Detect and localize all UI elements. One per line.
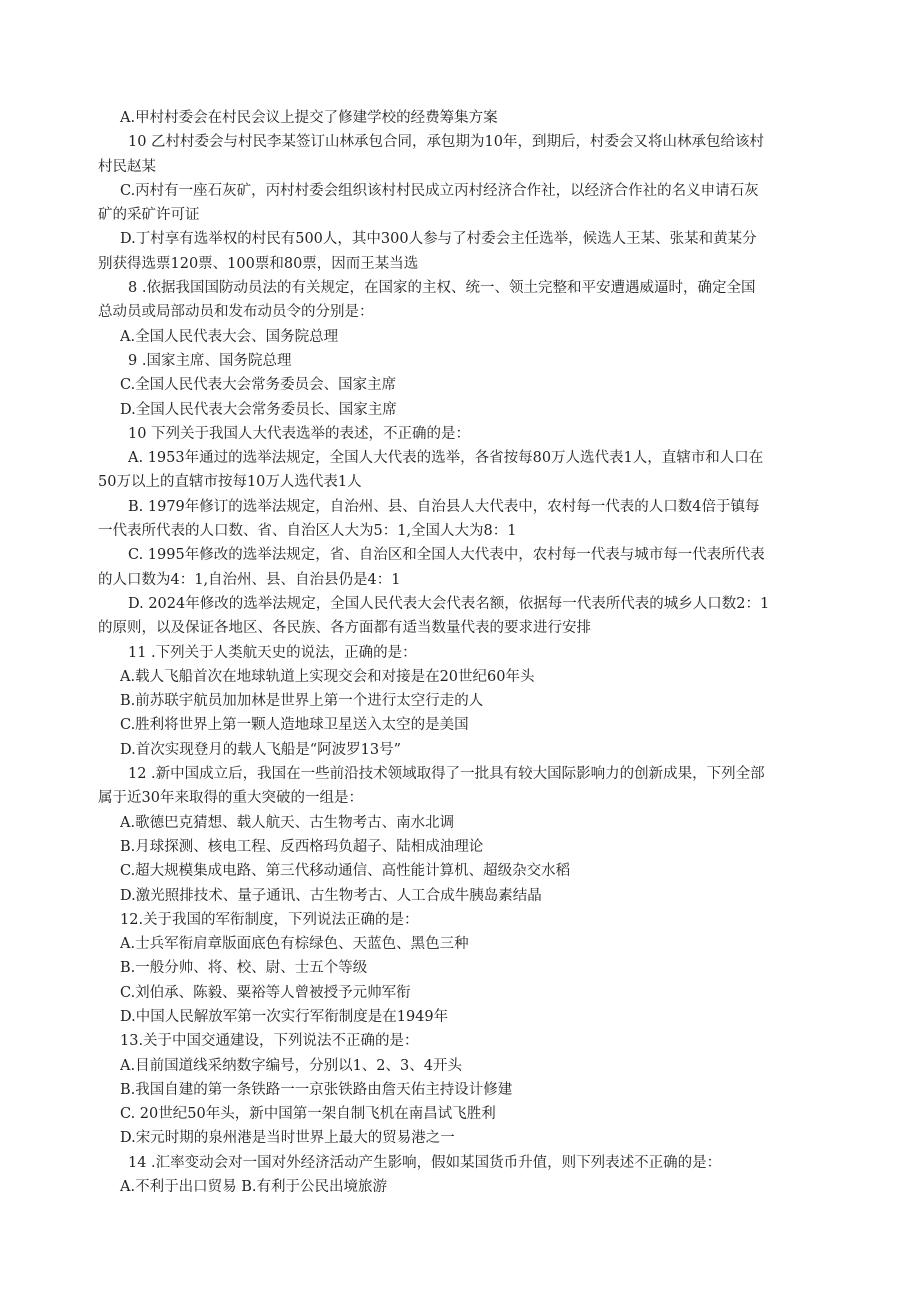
text-line: B.我国自建的第一条铁路一一京张铁路由詹天佑主持设计修建 <box>120 1081 513 1098</box>
text-line: 9 .国家主席、国务院总理 <box>128 352 292 369</box>
text-line: B.前苏联宇航员加加林是世界上第一个进行太空行走的人 <box>120 693 484 710</box>
text-line: A.歌德巴克猜想、载人航天、古生物考古、南水北调 <box>120 814 455 831</box>
text-line: D.丁村享有选举权的村民有500人，其中300人参与了村委会主任选举，候选人王某、张某和黄某分 <box>120 231 757 248</box>
text-line: D.全国人民代表大会常务委员长、国家主席 <box>120 401 397 418</box>
text-line: C.刘伯承、陈毅、粟裕等人曾被授予元帅军衔 <box>120 984 411 1001</box>
text-line: A.目前国道线采纳数字编号，分别以1、2、3、4开头 <box>120 1057 462 1074</box>
text-line: 13.关于中国交通建设，下列说法不正确的是： <box>120 1033 419 1050</box>
text-line: B.一般分帅、将、校、尉、士五个等级 <box>120 960 368 977</box>
text-line: 10 乙村村委会与村民李某签订山林承包合同，承包期为10年，到期后，村委会又将山林承包给该村 <box>128 134 765 151</box>
text-line: 总动员或局部动员和发布动员令的分别是： <box>98 304 374 321</box>
text-line: C.丙村有一座石灰矿，丙村村委会组织该村村民成立丙村经济合作社，以经济合作社的名义申请石灰 <box>120 182 759 199</box>
text-line: 50万以上的直辖市按每10万人选代表1人 <box>98 474 362 491</box>
text-line: A.士兵军衔肩章版面底色有棕绿色、天蓝色、黑色三种 <box>120 936 469 953</box>
text-line: D. 2024年修改的选举法规定，全国人民代表大会代表名额，依据每一代表所代表的城乡人口数2：1 <box>128 595 770 612</box>
text-line: D.激光照排技术、量子通讯、古生物考古、人工合成牛胰岛素结晶 <box>120 887 542 904</box>
text-line: C.全国人民代表大会常务委员会、国家主席 <box>120 377 397 394</box>
text-line: 14 .汇率变动会对一国对外经济活动产生影响，假如某国货币升值，则下列表述不正确的是： <box>128 1154 722 1171</box>
text-line: D.首次实现登月的载人飞船是“阿波罗13号” <box>120 741 401 758</box>
text-line: B.月球探测、核电工程、反西格玛负超子、陆相成油理论 <box>120 838 484 855</box>
text-line: C. 20世纪50年头，新中国第一架自制飞机在南昌试飞胜利 <box>120 1106 496 1123</box>
text-line: 一代表所代表的人口数、省、自治区人大为5：1,全国人大为8：1 <box>98 523 517 540</box>
text-line: D.中国人民解放军第一次实行军衔制度是在1949年 <box>120 1008 449 1025</box>
text-line: 12 .新中国成立后，我国在一些前沿技术领域取得了一批具有较大国际影响力的创新成果，下列全部 <box>128 766 765 783</box>
text-line: 11 .下列关于人类航天史的说法，正确的是： <box>128 644 417 661</box>
text-line: C.超大规模集成电路、第三代移动通信、高性能计算机、超级杂交水稻 <box>120 863 571 880</box>
text-line: 的原则，以及保证各地区、各民族、各方面都有适当数量代表的要求进行安排 <box>98 620 591 637</box>
text-line: 矿的采矿许可证 <box>98 207 200 224</box>
text-line: 村民赵某 <box>98 158 156 175</box>
text-line: C. 1995年修改的选举法规定，省、自治区和全国人大代表中，农村每一代表与城市每一代表所代表 <box>128 547 765 564</box>
text-line: 别获得选票120票、100票和80票，因而王某当选 <box>98 255 419 272</box>
text-line: A.载人飞船首次在地球轨道上实现交会和对接是在20世纪60年头 <box>120 668 535 685</box>
document-body <box>98 106 820 1199</box>
text-line: A. 1953年通过的选举法规定，全国人大代表的选举，各省按每80万人选代表1人，直辖市和人口在 <box>128 450 764 467</box>
text-line: D.宋元时期的泉州港是当时世界上最大的贸易港之一 <box>120 1130 455 1147</box>
text-line: A.不利于出口贸易 B.有利于公民出境旅游 <box>120 1179 387 1196</box>
text-line: 属于近30年来取得的重大突破的一组是： <box>98 790 363 807</box>
text-line: C.胜利将世界上第一颗人造地球卫星送入太空的是美国 <box>120 717 469 734</box>
text-line: 10 下列关于我国人大代表选举的表述，不正确的是： <box>128 425 471 442</box>
text-line: 8 .依据我国国防动员法的有关规定，在国家的主权、统一、领土完整和平安遭遇威逼时，确定全国 <box>128 280 756 297</box>
text-line: 的人口数为4：1,自治州、县、自治县仍是4：1 <box>98 571 401 588</box>
text-line: A.甲村村委会在村民会议上提交了修建学校的经费筹集方案 <box>120 110 498 126</box>
text-line: A.全国人民代表大会、国务院总理 <box>120 328 339 345</box>
text-line: 12.关于我国的军衔制度，下列说法正确的是： <box>120 911 419 928</box>
text-line: B. 1979年修订的选举法规定，自治州、县、自治县人大代表中，农村每一代表的人口数4倍于镇每 <box>128 498 760 515</box>
